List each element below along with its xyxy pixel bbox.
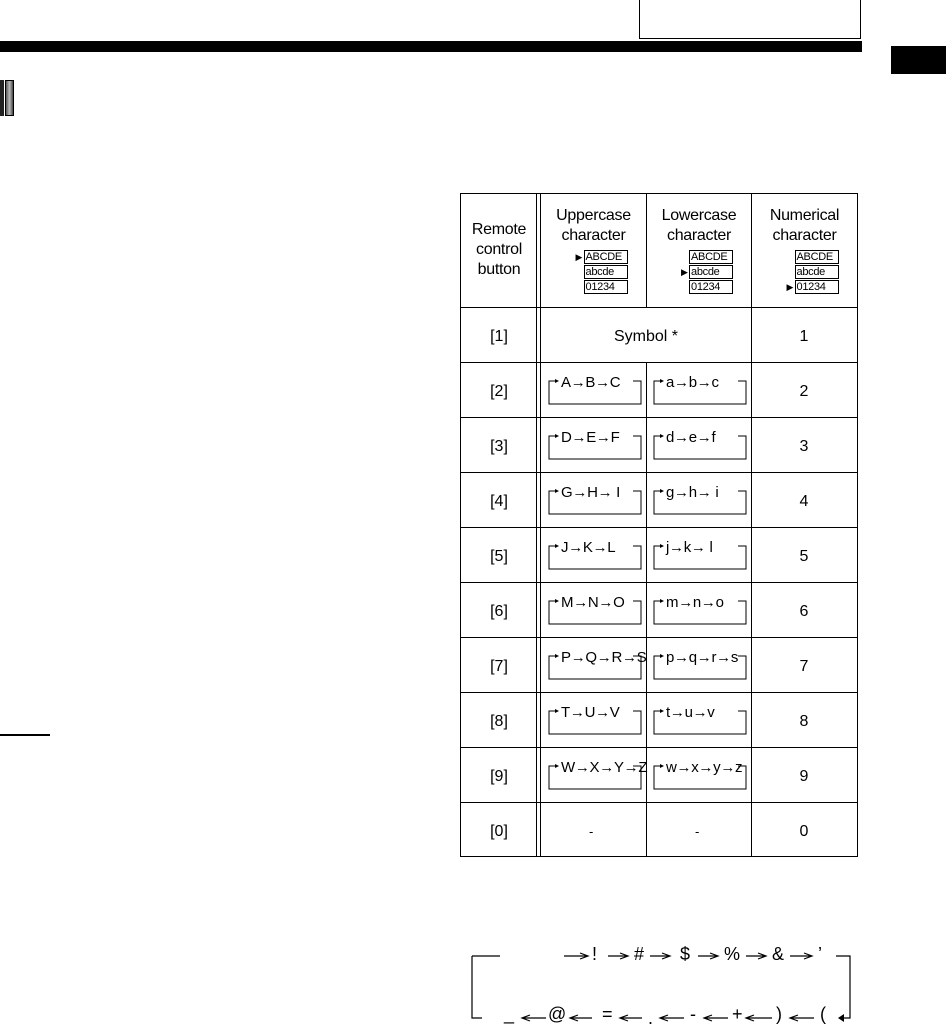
uppercase-cycle: T→U→V	[547, 704, 647, 740]
row-button-label: [4]	[490, 493, 508, 510]
symbol-char: _	[504, 1004, 515, 1024]
header-uppercase: Uppercase character ▶ ABCDE abcde 01234	[541, 194, 646, 308]
header-lowercase: Lowercase character ▶ ABCDE abcde 01234	[647, 194, 751, 308]
header-numerical: Numerical character ▶ ABCDE abcde 01234	[752, 194, 857, 308]
lowercase-cycle: d→e→f	[652, 429, 752, 465]
row-button-label: [9]	[490, 768, 508, 785]
row-button-label: [0]	[490, 823, 508, 840]
symbol-char: !	[592, 944, 598, 964]
header-remote-control-button: Remote control button	[471, 221, 527, 278]
symbol-char: -	[690, 1004, 696, 1024]
symbol-char: =	[602, 1004, 613, 1024]
mode-indicator: ▶ ABCDE abcde 01234	[554, 250, 634, 296]
lowercase-cycle: m→n→o	[652, 594, 752, 630]
numeric-cell: 7	[799, 658, 809, 675]
numeric-cell: 8	[799, 713, 809, 730]
numeric-cell: 5	[799, 548, 809, 565]
symbol-char: )	[776, 1004, 782, 1024]
row-button-label: [1]	[490, 328, 508, 345]
symbol-char: +	[732, 1004, 743, 1024]
symbol-char: #	[634, 944, 645, 964]
symbol-char: ’	[818, 944, 822, 964]
symbol-char: &	[772, 944, 785, 964]
mode-indicator: ▶ ABCDE abcde 01234	[765, 250, 845, 296]
uppercase-cycle: J→K→L	[547, 539, 647, 575]
lowercase-cycle: j→k→ l	[652, 539, 752, 575]
lowercase-space: -	[695, 824, 700, 839]
mode-indicator: ▶ ABCDE abcde 01234	[659, 250, 739, 296]
section-tab	[891, 46, 946, 74]
symbol-char: (	[820, 1004, 826, 1024]
row-button-label: [7]	[490, 658, 508, 675]
lowercase-cycle: a→b→c	[652, 374, 752, 410]
heading-marker	[0, 80, 16, 116]
symbol-char: %	[724, 944, 741, 964]
uppercase-cycle: D→E→F	[547, 429, 647, 465]
note-rule	[0, 734, 50, 736]
numeric-cell: 6	[799, 603, 809, 620]
uppercase-cycle: W→X→Y→Z	[547, 759, 647, 795]
symbol-char: @	[548, 1004, 567, 1024]
row-button-label: [5]	[490, 548, 508, 565]
row-button-label: [3]	[490, 438, 508, 455]
numeric-cell: 0	[799, 823, 809, 840]
character-table	[460, 193, 858, 857]
row-button-label: [6]	[490, 603, 508, 620]
numeric-cell: 1	[799, 328, 809, 345]
uppercase-cycle: P→Q→R→S	[547, 649, 647, 685]
header-box	[639, 0, 861, 39]
symbol-cycle-diagram	[460, 940, 860, 1030]
lowercase-cycle: p→q→r→s	[652, 649, 752, 685]
uppercase-cycle: M→N→O	[547, 594, 647, 630]
symbol-cell: Symbol *	[613, 328, 679, 345]
lowercase-cycle: w→x→y→z	[652, 759, 752, 795]
numeric-cell: 2	[799, 383, 809, 400]
numeric-cell: 4	[799, 493, 809, 510]
lowercase-cycle: g→h→ i	[652, 484, 752, 520]
lowercase-cycle: t→u→v	[652, 704, 752, 740]
symbol-char: $	[680, 944, 691, 964]
symbol-char: .	[648, 1008, 654, 1028]
row-button-label: [2]	[490, 383, 508, 400]
numeric-cell: 3	[799, 438, 809, 455]
row-button-label: [8]	[490, 713, 508, 730]
cycle-arrows	[460, 940, 860, 1030]
uppercase-cycle: A→B→C	[547, 374, 647, 410]
numeric-cell: 9	[799, 768, 809, 785]
uppercase-cycle: G→H→ I	[547, 484, 647, 520]
uppercase-space: -	[589, 824, 594, 839]
header-rule	[0, 41, 862, 52]
